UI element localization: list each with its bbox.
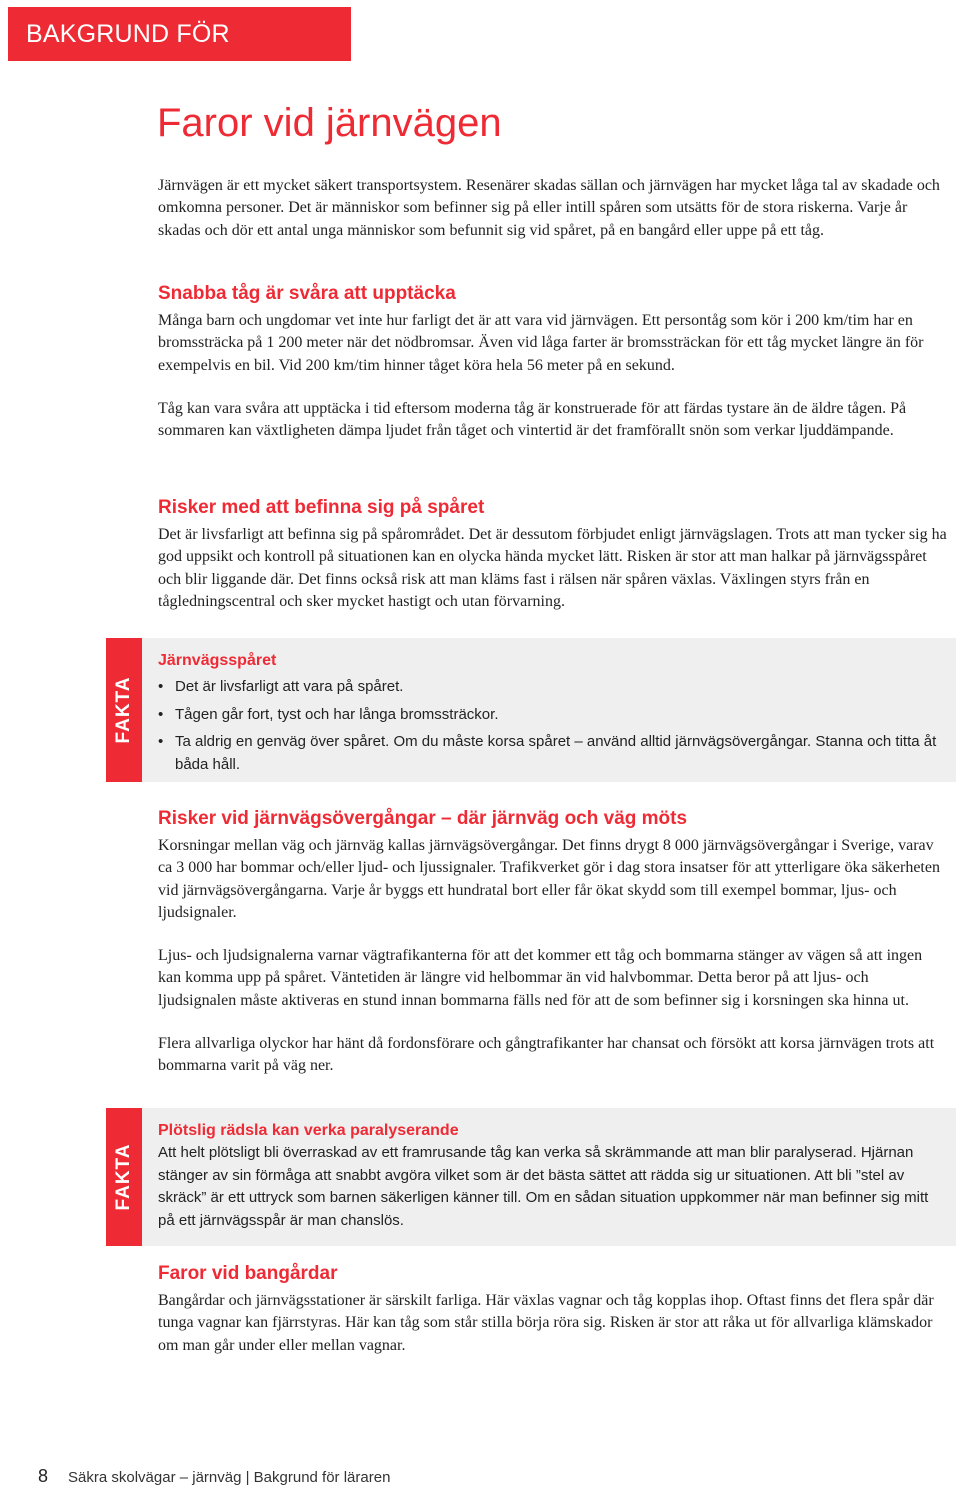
section-heading: Risker vid järnvägsövergångar – där järnväg och väg möts xyxy=(158,808,688,829)
section-heading: Risker med att befinna sig på spåret xyxy=(158,497,485,518)
fakta-bullet: • Det är livsfarligt att vara på spåret. xyxy=(158,676,938,699)
intro-block xyxy=(158,175,948,242)
footer-text: Säkra skolvägar – järnväg | Bakgrund för läraren xyxy=(68,1469,391,1486)
section-paragraph: Ljus- och ljudsignalerna varnar vägtrafikanterna för att det kommer ett tåg och bommarna stänger av vägen så att ingen kan komma upp på spåret. Väntetiden är längre vid helbommar än vid halvbommar. Detta beror på att ljus- och ljudsignalen måste aktiveras en stund innan bommarna fälls ned för att de som befinner sig i korsningen ska hinna ut. xyxy=(158,947,923,1009)
fakta-tab xyxy=(106,1108,142,1246)
section-paragraph: Korsningar mellan väg och järnväg kallas järnvägsövergångar. Det finns drygt 8 000 järnvägsövergångar i Sverige, varav ca 3 000 har bommar och/eller ljud- och ljussignaler. Trafikverket gör i dag stora insatser för att ytterligare öka säkerheten vid järnvägsövergångarna. Varje år byggs ett hundratal bort eller får ökat skydd som till exempel bommar, ljus- och ljudsignaler. xyxy=(158,837,940,921)
fakta-tab xyxy=(106,638,142,782)
fakta-paragraph: Att helt plötsligt bli överraskad av ett framrusande tåg kan verka så skrämmande att man blir paralyserad. Hjärnan stänger av sin förmåga att snabbt avgöra vilket som är det bästa sättet att rädda sig ur situationen. Att bli ”stel av skräck” är ett uttryck som barnen säkerligen känner till. Om en sådan situation uppkommer när man befinner sig mitt på ett järnvägsspår är man chanslös. xyxy=(158,1144,929,1229)
intro-paragraph: Järnvägen är ett mycket säkert transportsystem. Resenärer skadas sällan och järnvägen har mycket låga tal av skadade och omkomna personer. Det är människor som befinner sig på eller intill spåren som utsätts för de stora riskerna. Varje år skadas och dör ett antal unga människor som befunnit sig vid spåret, på en bangård eller uppe på ett tåg. xyxy=(158,177,940,239)
page-number: 8 xyxy=(38,1466,49,1486)
section-level-crossings xyxy=(158,807,948,1078)
section-paragraph: Bangårdar och järnvägsstationer är särskilt farliga. Här växlas vagnar och tåg kopplas ihop. Oftast finns det flera spår där tunga vagnar kan fjärrstyras. Här kan tåg som står stilla börja röra sig. Risken är stor att råka ut för allvarliga klämskador om man går under eller mellan vagnar. xyxy=(158,1292,934,1354)
page-footer xyxy=(38,1466,390,1487)
section-paragraph: Många barn och ungdomar vet inte hur farligt det är att vara vid järnvägen. Ett persontåg som kör i 200 km/tim har en bromssträcka på 1 200 meter när det nödbromsar. Även vid låga farter är bromssträckan för ett tåg mycket längre än för exempelvis en bil. Vid 200 km/tim hinner tåget köra hela 56 meter på en sekund. xyxy=(158,312,924,374)
fakta-label: FAKTA xyxy=(113,1143,134,1211)
fakta-box-paralysis xyxy=(106,1108,956,1246)
fakta-heading: Järnvägsspåret xyxy=(158,652,277,669)
fakta-bullet: • Tågen går fort, tyst och har långa bromssträckor. xyxy=(158,704,938,727)
fakta-bullet-list xyxy=(158,676,938,776)
section-paragraph: Flera allvarliga olyckor har hänt då fordonsförare och gångtrafikanter har chansat och försökt att korsa järnvägen trots att bommarna varit på väg ner. xyxy=(158,1035,935,1075)
section-fast-trains xyxy=(158,282,948,442)
fakta-content xyxy=(158,650,938,781)
fakta-label: FAKTA xyxy=(113,676,134,744)
fakta-box-track xyxy=(106,638,956,782)
page-title: Faror vid järnvägen xyxy=(157,101,502,145)
fakta-bullet: • Ta aldrig en genväg över spåret. Om du måste korsa spåret – använd alltid järnvägsövergångar. Stanna och titta åt båda håll. xyxy=(158,731,938,776)
section-heading: Snabba tåg är svåra att upptäcka xyxy=(158,283,456,304)
section-paragraph: Det är livsfarligt att befinna sig på spårområdet. Det är dessutom förbjudet enligt järnvägslagen. Trots att man tycker sig ha god uppsikt och kontroll på situationen kan en olycka hända mycket lätt. Risken är stor att man halkar på järnvägsspåret och blir liggande där. Det finns också risk att man kläms fast i rälsen när spåren växlas. Växlingen styrs från en tågledningscentral och sker mycket hastigt och utan förvarning. xyxy=(158,526,947,610)
fakta-content xyxy=(158,1120,938,1232)
section-heading: Faror vid bangårdar xyxy=(158,1263,338,1284)
section-banner: BAKGRUND FÖR LÄRAREN xyxy=(8,7,351,61)
section-rail-yards xyxy=(158,1262,948,1357)
section-paragraph: Tåg kan vara svåra att upptäcka i tid eftersom moderna tåg är konstruerade för att färdas tystare än de äldre tågen. På sommaren kan växtligheten dämpa ljudet från tåget och vintertid är det framförallt snön som verkar ljuddämpande. xyxy=(158,399,907,440)
section-on-track-risks xyxy=(158,496,948,613)
fakta-heading: Plötslig rädsla kan verka paralyserande xyxy=(158,1122,459,1139)
